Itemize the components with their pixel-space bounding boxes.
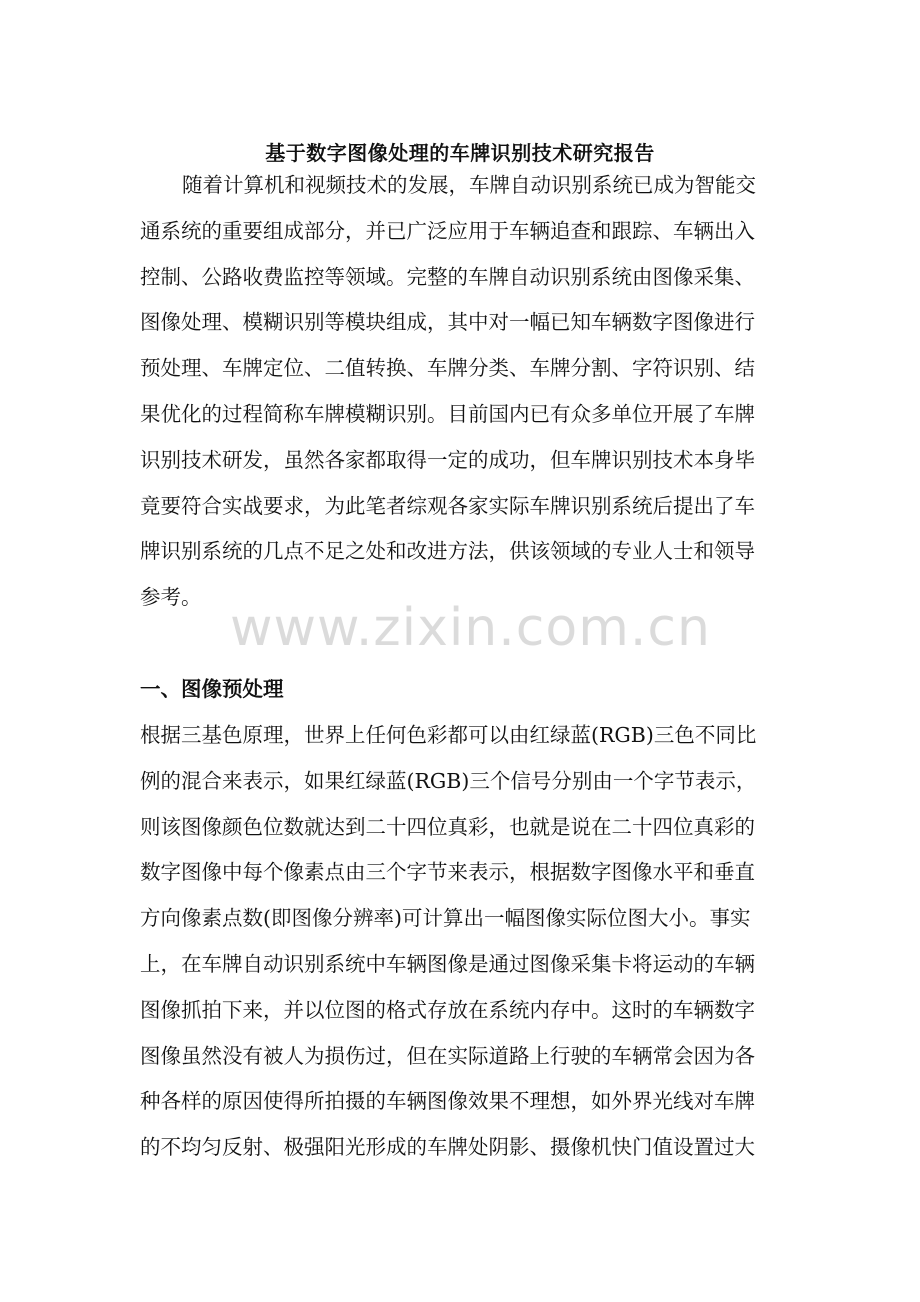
section1-line: 的不均匀反射、极强阳光形成的车牌处阴影、摄像机快门值设置过大: [140, 1135, 755, 1160]
intro-line: 通系统的重要组成部分，并已广泛应用于车辆追查和跟踪、车辆出入: [140, 218, 755, 243]
intro-line: 预处理、车牌定位、二值转换、车牌分类、车牌分割、字符识别、结: [140, 356, 755, 381]
intro-line: 竟要符合实战要求，为此笔者综观各家实际车牌识别系统后提出了车: [140, 493, 755, 518]
document-title: 基于数字图像处理的车牌识别技术研究报告: [265, 141, 655, 166]
section1-line: 图像虽然没有被人为损伤过，但在实际道路上行驶的车辆常会因为各: [140, 1043, 755, 1068]
intro-line: 图像处理、模糊识别等模块组成，其中对一幅已知车辆数字图像进行: [140, 310, 755, 335]
section1-line: 则该图像颜色位数就达到二十四位真彩，也就是说在二十四位真彩的: [140, 814, 755, 839]
section1-line: 例的混合来表示，如果红绿蓝(RGB)三个信号分别由一个字节表示，: [140, 768, 757, 793]
section1-line: 方向像素点数(即图像分辨率)可计算出一幅图像实际位图大小。事实: [140, 906, 751, 931]
intro-line: 控制、公路收费监控等领域。完整的车牌自动识别系统由图像采集、: [140, 264, 755, 289]
intro-line: 随着计算机和视频技术的发展，车牌自动识别系统已成为智能交: [182, 173, 756, 197]
watermark: www.zixin.com.cn: [230, 598, 711, 658]
intro-line: 牌识别系统的几点不足之处和改进方法，供该领域的专业人士和领导: [140, 539, 755, 564]
intro-line: 识别技术研发，虽然各家都取得一定的成功，但车牌识别技术本身毕: [140, 447, 755, 472]
section1-line: 根据三基色原理，世界上任何色彩都可以由红绿蓝(RGB)三色不同比: [140, 723, 757, 747]
section1-line: 数字图像中每个像素点由三个字节来表示，根据数字图像水平和垂直: [140, 860, 755, 885]
intro-paragraph: [140, 163, 785, 621]
section-heading-image-preprocessing: 一、图像预处理: [140, 677, 284, 701]
section1-line: 图像抓拍下来，并以位图的格式存放在系统内存中。这时的车辆数字: [140, 997, 755, 1022]
section1-paragraph: [140, 713, 785, 1171]
section1-line: 上，在车牌自动识别系统中车辆图像是通过图像采集卡将运动的车辆: [140, 951, 755, 976]
intro-line: 参考。: [140, 585, 202, 610]
section1-line: 种各样的原因使得所拍摄的车辆图像效果不理想，如外界光线对车牌: [140, 1089, 755, 1114]
intro-line: 果优化的过程简称车牌模糊识别。目前国内已有众多单位开展了车牌: [140, 401, 755, 426]
